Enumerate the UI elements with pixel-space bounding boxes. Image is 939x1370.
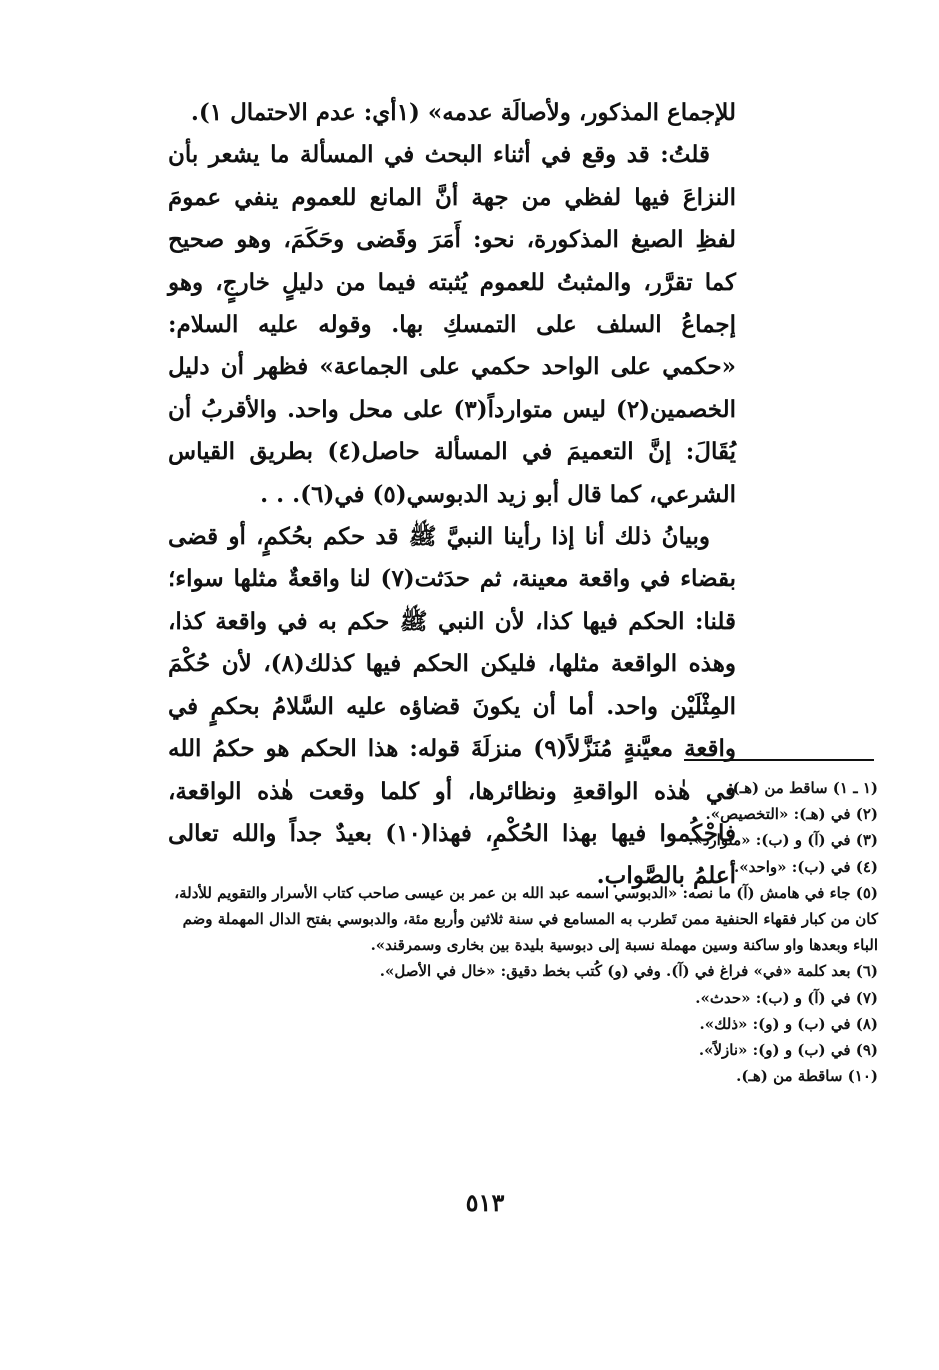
footnote: (٨) في (ب) و (و): «ذلك». [699,1014,878,1033]
page-number: ٥١٣ [465,1188,505,1217]
footnote: (٤) في (ب): «واحد». [734,857,878,876]
footnote: (٢) في (هـ): «التخصيص». [705,805,878,824]
footnote: (٧) في (آ) و (ب): «حدث». [695,988,878,1007]
footnotes [158,775,878,1089]
footnote: (٥) جاء في هامش (آ) ما نصه: «الدبوسي اسمه عبد الله بن عمر بن عيسى صاحب كتاب الأسرار والتقويم للأدلة، كان من كبار فقهاء الحنفية ممن تَطرب به المسامع في سنة ثلاثين وأربع مئة، والدبوسي بفتح الدال المهملة وضم الباء وبعدها واو ساكنة وسين مهملة نسبة إلى دبوسية بليدة بين بخارى وسمرقند». [174,883,878,955]
footnote: (٣) في (آ) و (ب): «متوارد». [688,831,878,850]
paragraph: وبيانُ ذلك أنا إذا رأينا النبيَّ ﷺ قد حكم بحُكمٍ، أو قضى بقضاء في واقعة معينة، ثم حدَثت(٧) لنا واقعةٌ مثلها سواء؛ قلنا: الحكم فيها كذا، لأن النبي ﷺ حكم به في واقعة كذا، وهذه الواقعة مثلها، فليكن الحكم فيها كذلك(٨)، لأن حُكْمَ المِثْلَيْن واحد. أما أن يكونَ قضاؤه عليه السَّلامُ بحكمٍ في واقعة معيَّنةٍ مُنَزَّلاً(٩) منزلَةَ قوله: هذا الحكم هو حكمُ الله في هٰذه الواقعةِ ونظائرها، أو كلما وقعت هٰذه الواقعة، فاحْكُموا فيها بهذا الحُكْمِ، فهذا(١٠) بعيدٌ جداً والله تعالى أعلمُ بالصَّواب. [168,523,737,890]
footnote: (١٠) ساقطة من (هـ). [736,1067,878,1086]
footnote: (١ ـ ١) ساقط من (هـ). [727,779,878,797]
footnote: (٩) في (ب) و (و): «نازلاً». [698,1041,878,1060]
footnote-divider [684,759,874,761]
paragraph: قلتُ: قد وقع في أثناء البحث في المسألة ما يشعر بأن النزاعَ فيها لفظي من جهة أنَّ المانع للعموم ينفي عمومَ لفظِ الصيغ المذكورة، نحو: أَمَرَ وقَضى وحَكَمَ، وهو صحيح كما تقرَّر، والمثبتُ للعموم يُثبته فيما من دليلٍ خارجٍ، وهو إجماعُ السلف على التمسكِ بها. وقوله عليه السلام: «حكمي على الواحد حكمي على الجماعة» فظهر أن دليل الخصمين(٢) ليس متوارداً(٣) على محل واحد. والأقربُ أن يُقَالَ: إنَّ التعميمَ في المسألة حاصل(٤) بطريق القياس الشرعي، كما قال أبو زيد الدبوسي(٥) في(٦). . . [168,141,737,508]
footnote: (٦) بعد كلمة «في» فراغ في (آ). وفي (و) كُتب بخط دقيق: «خال في الأصل». [379,962,878,981]
paragraph: للإجماع المذكور، ولأصالَة عدمه» (١أي: عدم الاحتمال ١). [190,99,736,126]
